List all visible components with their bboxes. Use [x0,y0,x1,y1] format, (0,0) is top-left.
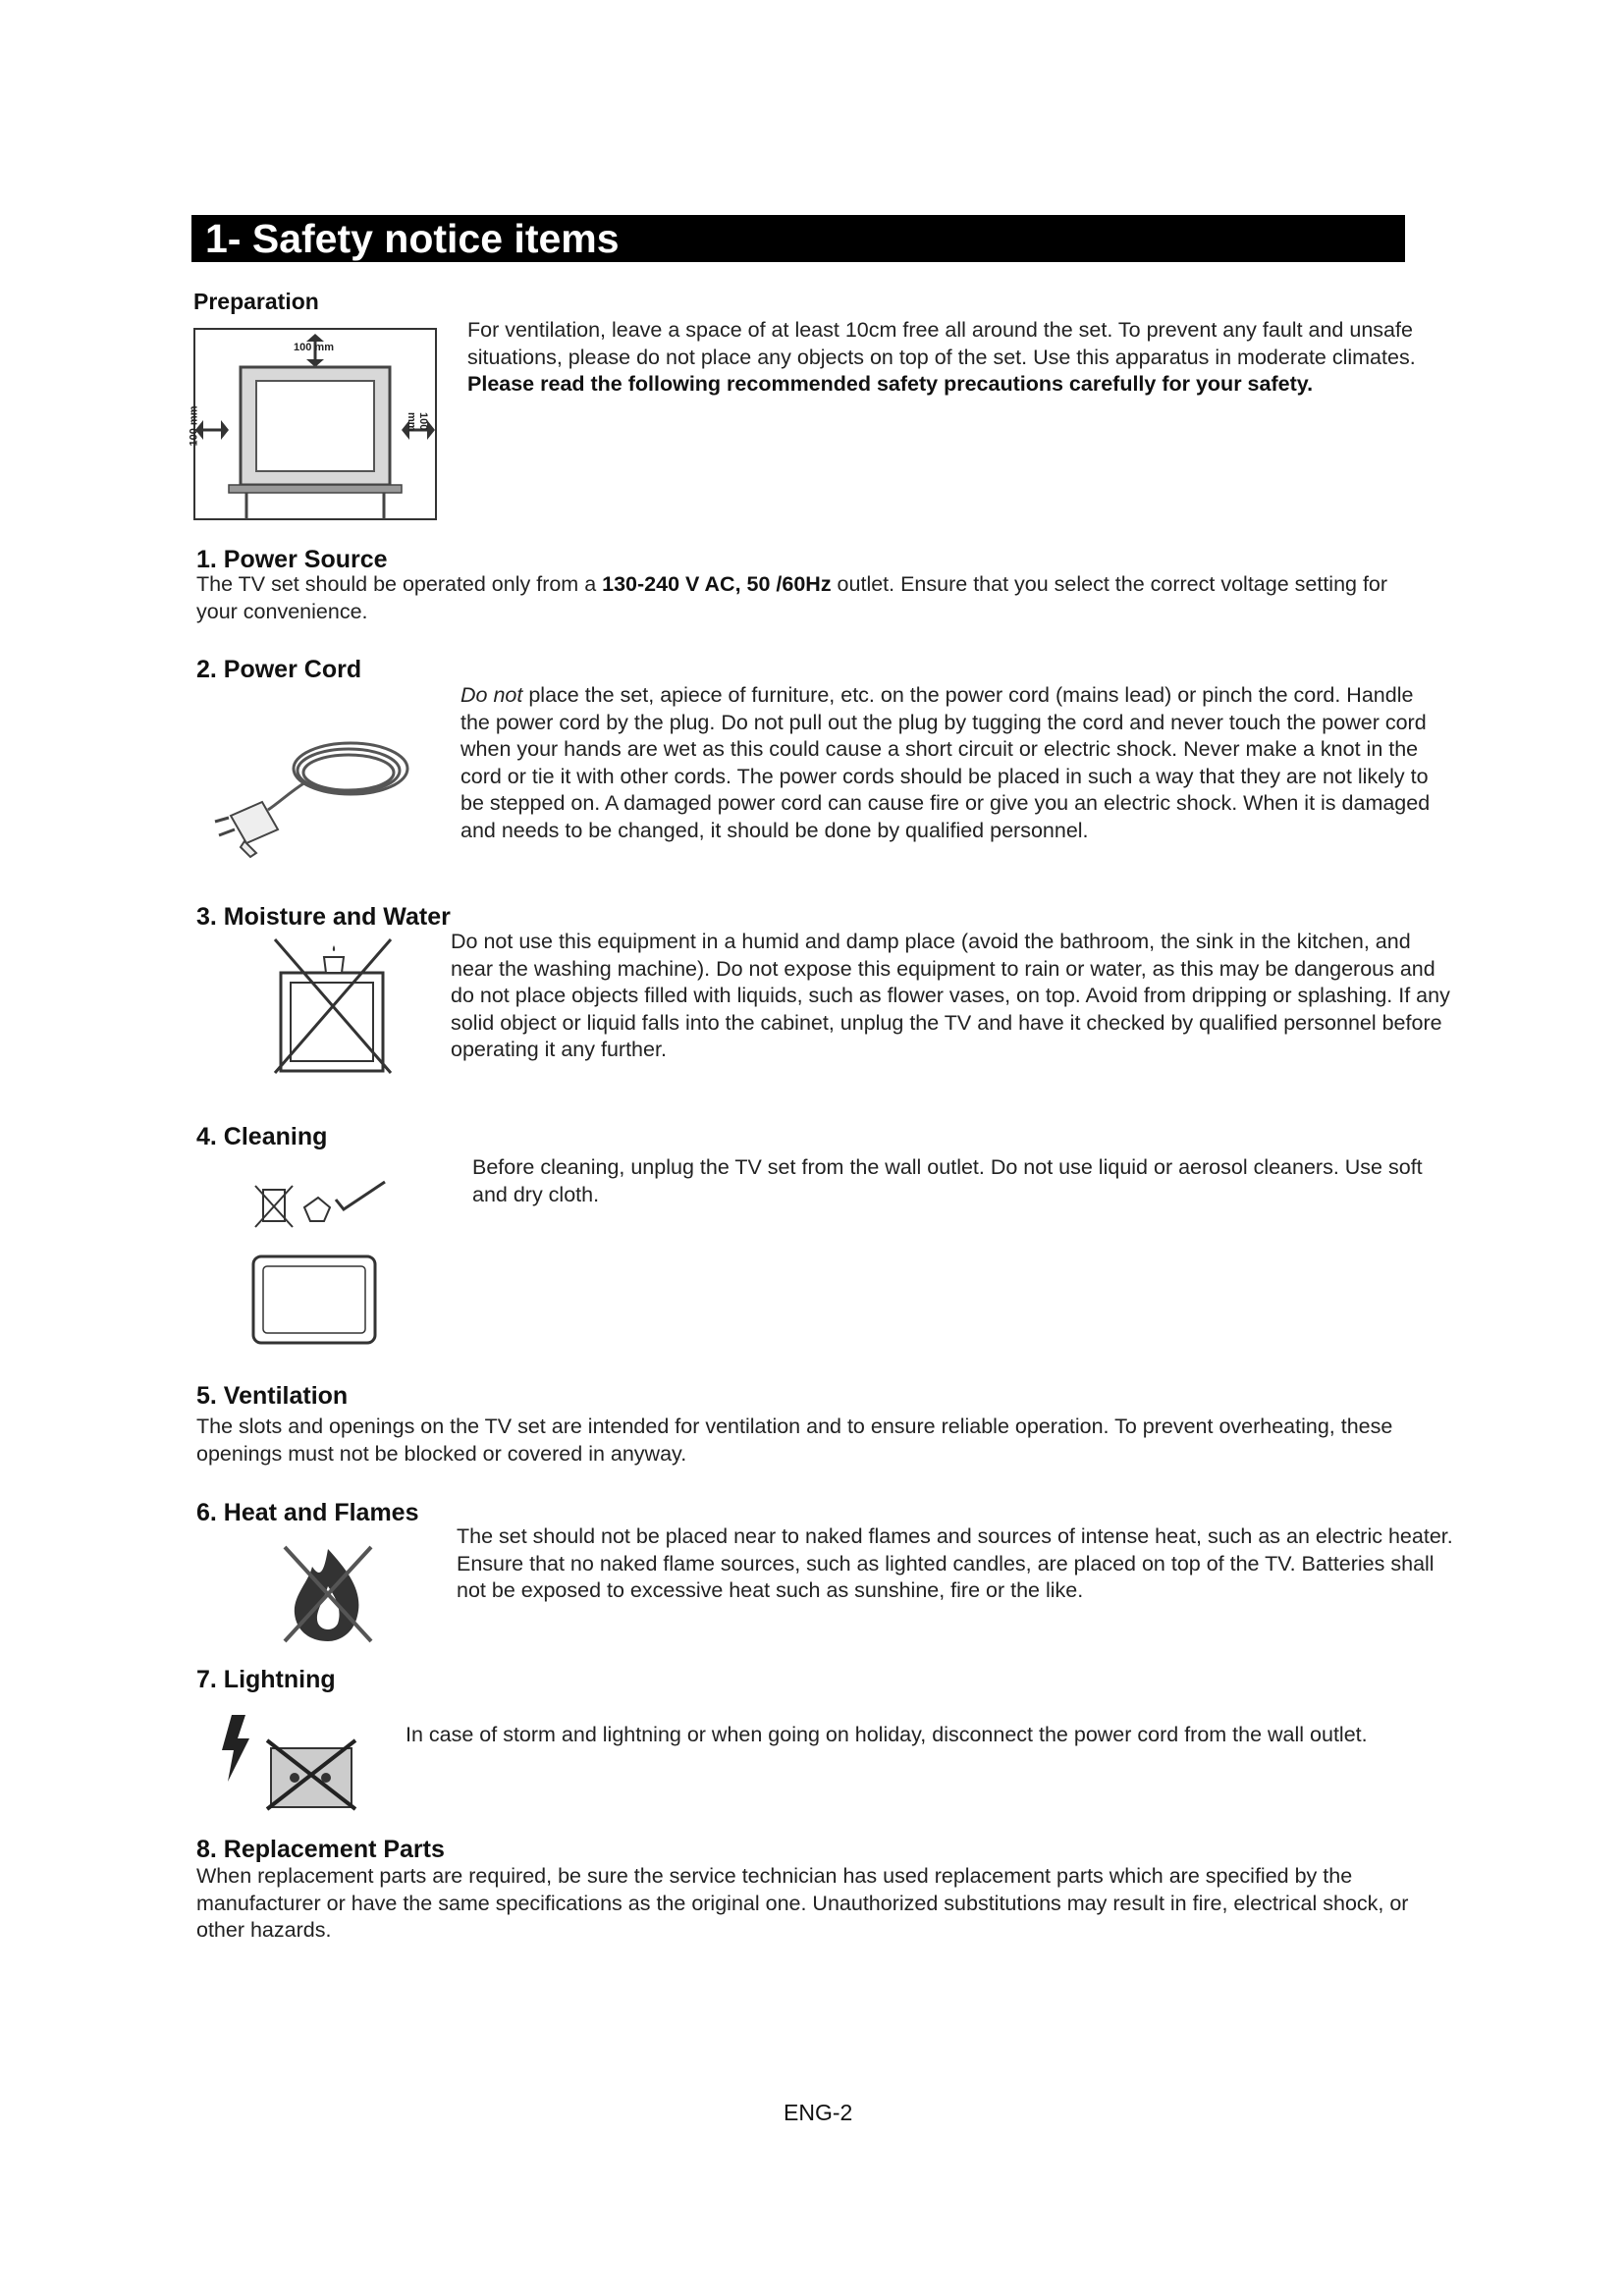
clearance-label-top: 100 mm [294,342,334,353]
clearance-label-right: 100 mm [406,412,429,432]
power-cord-heading: 2. Power Cord [196,656,362,683]
clearance-label-left: 100 mm [188,405,200,447]
replacement-text: When replacement parts are required, be sure the service technician has used replacement parts which are specified by the manufacturer or have the same specifications as the original one. Unauthorized substitutions may result in fire, electrical shock, or other hazards. [196,1864,1409,1943]
moisture-text: Do not use this equipment in a humid and damp place (avoid the bathroom, the sink in the kitchen, and near the washing machine). Do not expose this equipment to rain or water, as this may be dangerous and do not place objects filled with liquids, such as flower vases, on top. Avoid from dripping or splashing. If any solid object or liquid falls into the cabinet, unplug the TV and have it checked by qualified personnel before operating it any further. [451,930,1450,1062]
ventilation-text: The slots and openings on the TV set are intended for ventilation and to ensure reliable operation. To prevent overheating, these openings must not be blocked or covered in anyway. [196,1415,1393,1466]
replacement-heading: 8. Replacement Parts [196,1836,445,1863]
moisture-heading: 3. Moisture and Water [196,903,451,931]
power-cord-text-italic: Do not [460,683,523,707]
lightning-unplug-figure [216,1713,363,1811]
heat-text: The set should not be placed near to naked flames and sources of intense heat, such as an electric heater. Ensure that no naked flame sources, such as lighted candles, are placed on top of the TV. Batteries shall not be exposed to excessive heat such as sunshine, fire or the like. [457,1524,1453,1603]
power-cord-plug-figure [211,731,417,859]
preparation-text-bold: Please read the following recommended safety precautions carefully for your safety. [467,372,1314,397]
ventilation-clearance-figure [188,328,437,520]
section-title-banner [191,215,1405,262]
page-number: ENG-2 [784,2100,853,2125]
no-water-figure [271,937,399,1075]
no-flames-figure [281,1543,375,1645]
lightning-heading: 7. Lightning [196,1666,336,1693]
preparation-text [467,317,1447,399]
power-source-text [196,571,1424,625]
lightning-text: In case of storm and lightning or when going on holiday, disconnect the power cord from the wall outlet. [406,1723,1368,1746]
power-source-text-a: The TV set should be operated only from a [196,572,603,596]
power-source-voltage: 130-240 V AC, 50 /60Hz [602,572,832,596]
preparation-heading: Preparation [193,289,319,314]
heat-heading: 6. Heat and Flames [196,1499,419,1526]
power-cord-text [460,682,1446,845]
section-title: 1- Safety notice items [205,216,620,261]
cleaning-figure [245,1168,393,1345]
power-cord-text-body: place the set, apiece of furniture, etc. on the power cord (mains lead) or pinch the cord. Handle the power cord by the plug. Do not pull out the plug by tugging the cord and never touch the power cord when your hands are wet as this could cause a short circuit or electric shock. Never make a knot in the cord or tie it with other cords. The power cords should be placed in such a way that they are not likely to be stepped on. A damaged power cord can cause fire or give you an electric shock. When it is damaged and needs to be changed, it should be done by qualified personnel. [460,683,1431,842]
preparation-text-normal: For ventilation, leave a space of at least 10cm free all around the set. To prevent any fault and unsafe situations, please do not place any objects on top of the set. Use this apparatus in moderate climates. [467,318,1416,369]
cleaning-text: Before cleaning, unplug the TV set from the wall outlet. Do not use liquid or aerosol cleaners. Use soft and dry cloth. [472,1155,1423,1206]
ventilation-heading: 5. Ventilation [196,1382,349,1410]
cleaning-heading: 4. Cleaning [196,1123,328,1150]
power-source-heading: 1. Power Source [196,546,388,573]
power-source-text-b: outlet. Ensure that you select the correct voltage setting for your convenience. [196,572,1388,623]
